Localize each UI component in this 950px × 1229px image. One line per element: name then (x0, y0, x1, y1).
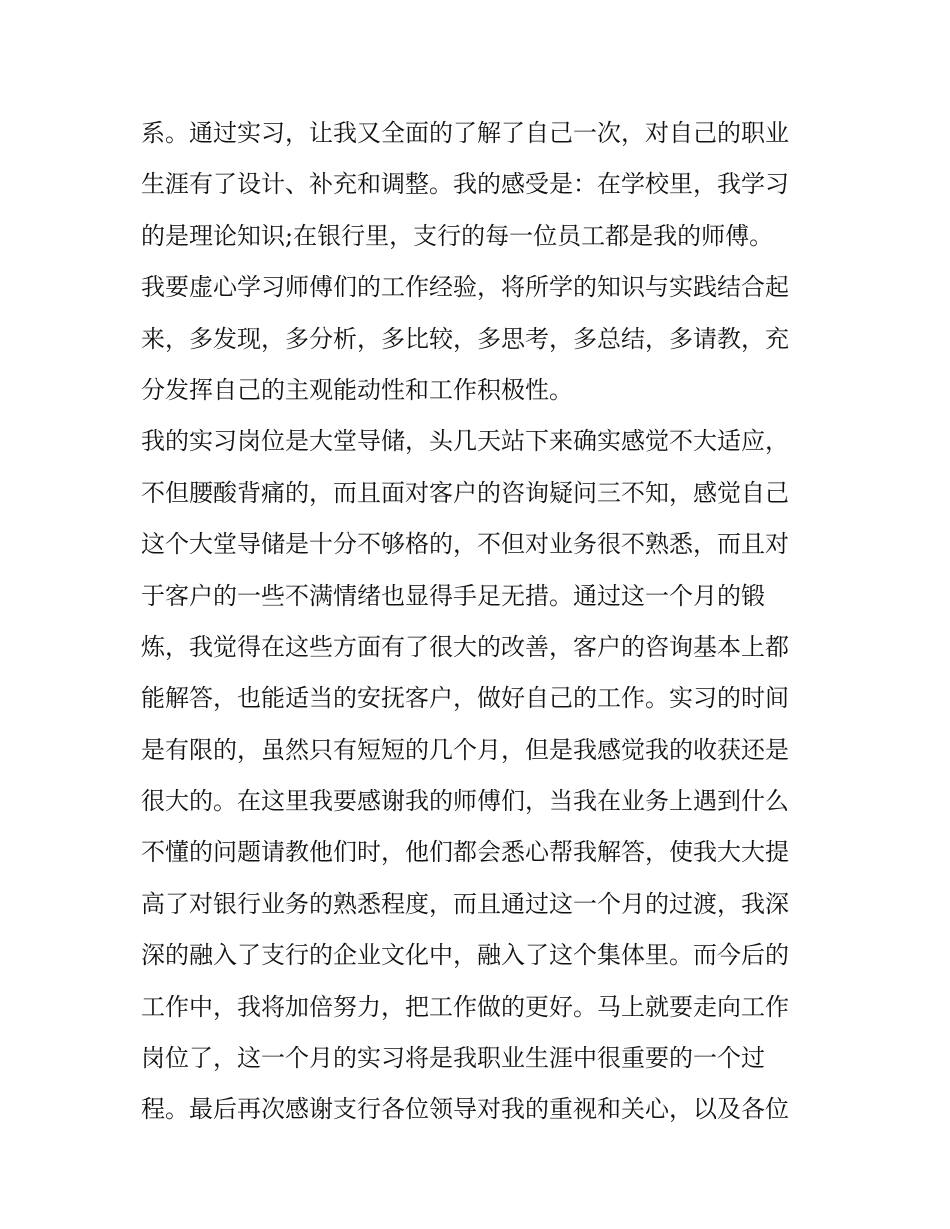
text-line: 这个大堂导储是十分不够格的，不但对业务很不熟悉，而且对 (141, 530, 789, 559)
text-line: 岗位了，这一个月的实习将是我职业生涯中很重要的一个过 (141, 1044, 765, 1073)
text-line: 炼，我觉得在这些方面有了很大的改善，客户的咨询基本上都 (141, 632, 789, 661)
text-line: 我要虚心学习师傅们的工作经验，将所学的知识与实践结合起 (141, 273, 789, 302)
text-line: 生涯有了设计、补充和调整。我的感受是：在学校里，我学习 (141, 170, 789, 199)
text-line: 不但腰酸背痛的，而且面对客户的咨询疑问三不知，感觉自己 (141, 478, 789, 507)
text-line: 于客户的一些不满情绪也显得手足无措。通过这一个月的锻 (141, 581, 765, 610)
text-line: 来，多发现，多分析，多比较，多思考，多总结，多请教，充 (141, 324, 789, 353)
body-text (141, 108, 821, 1136)
text-line: 不懂的问题请教他们时，他们都会悉心帮我解答，使我大大提 (141, 838, 789, 867)
text-line: 能解答，也能适当的安抚客户，做好自己的工作。实习的时间 (141, 684, 789, 713)
text-line: 深的融入了支行的企业文化中，融入了这个集体里。而今后的 (141, 941, 789, 970)
text-line: 高了对银行业务的熟悉程度，而且通过这一个月的过渡，我深 (141, 889, 789, 918)
text-line: 程。最后再次感谢支行各位领导对我的重视和关心，以及各位 (141, 1095, 789, 1124)
text-line: 分发挥自己的主观能动性和工作积极性。 (141, 375, 573, 404)
text-line: 系。通过实习，让我又全面的了解了自己一次，对自己的职业 (141, 119, 789, 147)
text-line: 是有限的，虽然只有短短的几个月，但是我感觉我的收获还是 (141, 735, 789, 764)
text-line: 工作中，我将加倍努力，把工作做的更好。马上就要走向工作 (141, 992, 789, 1021)
text-line: 的是理论知识;在银行里，支行的每一位员工都是我的师傅。 (141, 221, 774, 250)
text-line: 很大的。在这里我要感谢我的师傅们，当我在业务上遇到什么 (141, 787, 789, 816)
text-line: 我的实习岗位是大堂导储，头几天站下来确实感觉不大适应， (141, 427, 789, 456)
